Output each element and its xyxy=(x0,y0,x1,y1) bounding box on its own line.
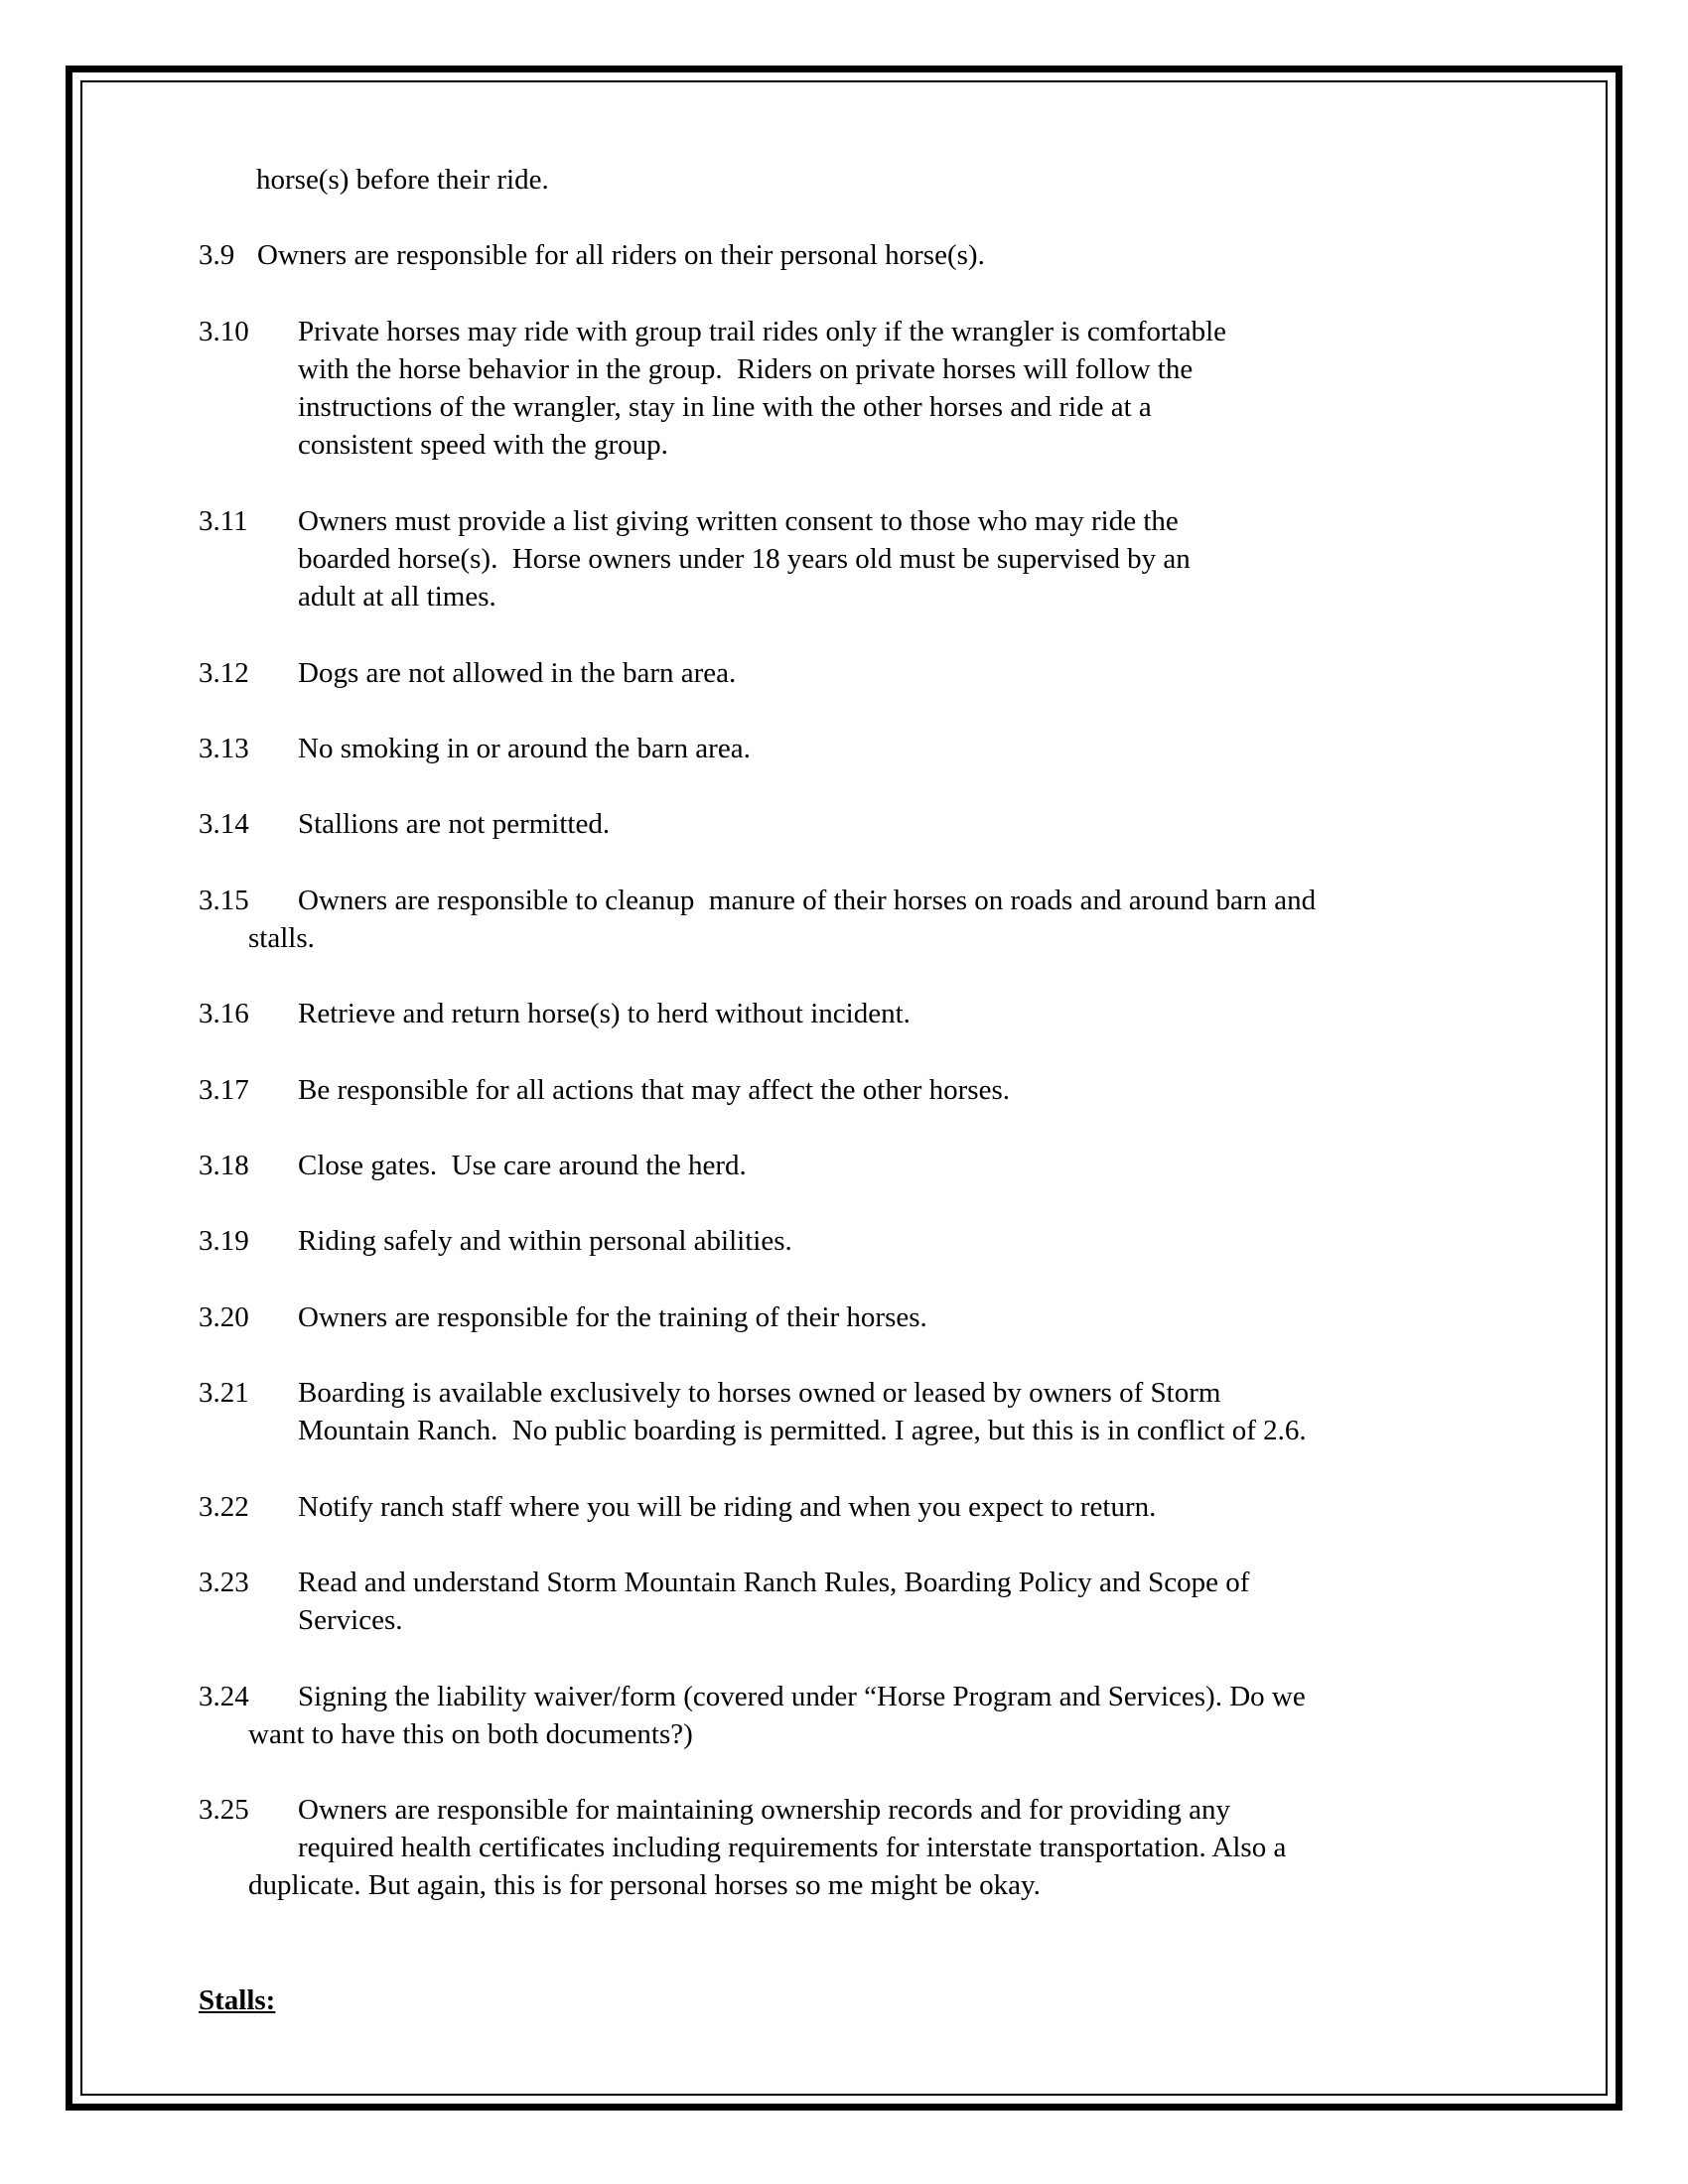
rule-number-3-20: 3.20 xyxy=(199,1301,249,1333)
rule-number-3-15: 3.15 xyxy=(199,885,249,916)
rule-text-3-10-line-1: Private horses may ride with group trail rides only if the wrangler is comfortable xyxy=(298,316,1226,347)
rule-text-3-12: Dogs are not allowed in the barn area. xyxy=(298,657,737,689)
continuation-line: horse(s) before their ride. xyxy=(256,164,549,196)
stalls-heading: Stalls: xyxy=(199,1984,276,2016)
rule-text-3-15-line-1: Owners are responsible to cleanup manure of their horses on roads and around barn and xyxy=(298,885,1317,916)
rule-number-3-18: 3.18 xyxy=(199,1150,249,1181)
rule-number-3-23: 3.23 xyxy=(199,1567,249,1598)
rule-text-3-10-line-3: instructions of the wrangler, stay in line with the other horses and ride at a xyxy=(298,391,1152,423)
rule-number-3-11: 3.11 xyxy=(199,505,248,537)
rule-text-3-22: Notify ranch staff where you will be riding and when you expect to return. xyxy=(298,1491,1157,1523)
rule-number-3-24: 3.24 xyxy=(199,1681,249,1712)
rule-text-3-10-line-2: with the horse behavior in the group. Riders on private horses will follow the xyxy=(298,353,1194,385)
rule-number-3-12: 3.12 xyxy=(199,657,249,689)
rule-text-3-15-line-2: stalls. xyxy=(248,922,315,954)
rule-number-3-16: 3.16 xyxy=(199,998,249,1029)
rule-text-3-24-line-1: Signing the liability waiver/form (covered under “Horse Program and Services). Do we xyxy=(298,1681,1306,1712)
rule-number-3-13: 3.13 xyxy=(199,733,249,764)
rule-text-3-24-line-2: want to have this on both documents?) xyxy=(248,1718,693,1750)
rule-text-3-19: Riding safely and within personal abilities. xyxy=(298,1225,792,1257)
rule-text-3-25-line-1: Owners are responsible for maintaining ownership records and for providing any xyxy=(298,1794,1231,1826)
rule-text-3-25-line-3: duplicate. But again, this is for personal horses so me might be okay. xyxy=(248,1869,1041,1901)
rule-text-3-20: Owners are responsible for the training of their horses. xyxy=(298,1301,927,1333)
rule-number-3-14: 3.14 xyxy=(199,808,249,840)
rule-text-3-17: Be responsible for all actions that may affect the other horses. xyxy=(298,1074,1010,1106)
rule-text-3-25-line-2: required health certificates including requirements for interstate transportation. Also a xyxy=(298,1832,1287,1863)
rule-text-3-9: Owners are responsible for all riders on their personal horse(s). xyxy=(257,239,985,271)
rule-number-3-10: 3.10 xyxy=(199,316,249,347)
rule-text-3-23-line-1: Read and understand Storm Mountain Ranch Rules, Boarding Policy and Scope of xyxy=(298,1567,1250,1598)
rule-text-3-13: No smoking in or around the barn area. xyxy=(298,733,751,764)
rule-text-3-21-line-1: Boarding is available exclusively to horses owned or leased by owners of Storm xyxy=(298,1377,1221,1409)
rule-number-3-19: 3.19 xyxy=(199,1225,249,1257)
rule-text-3-21-line-2: Mountain Ranch. No public boarding is permitted. I agree, but this is in conflict of 2.6. xyxy=(298,1415,1307,1446)
rule-text-3-23-line-2: Services. xyxy=(298,1604,403,1636)
rule-number-3-17: 3.17 xyxy=(199,1074,249,1106)
rule-text-3-11-line-3: adult at all times. xyxy=(298,581,496,613)
rule-text-3-18: Close gates. Use care around the herd. xyxy=(298,1150,747,1181)
rule-number-3-25: 3.25 xyxy=(199,1794,249,1826)
rule-text-3-11-line-1: Owners must provide a list giving written consent to those who may ride the xyxy=(298,505,1179,537)
rule-text-3-10-line-4: consistent speed with the group. xyxy=(298,429,668,461)
rule-number-3-21: 3.21 xyxy=(199,1377,249,1409)
rule-text-3-11-line-2: boarded horse(s). Horse owners under 18 years old must be supervised by an xyxy=(298,543,1191,575)
rule-number-3-9: 3.9 xyxy=(199,239,235,271)
rule-text-3-16: Retrieve and return horse(s) to herd without incident. xyxy=(298,998,911,1029)
rule-text-3-14: Stallions are not permitted. xyxy=(298,808,611,840)
rule-number-3-22: 3.22 xyxy=(199,1491,249,1523)
